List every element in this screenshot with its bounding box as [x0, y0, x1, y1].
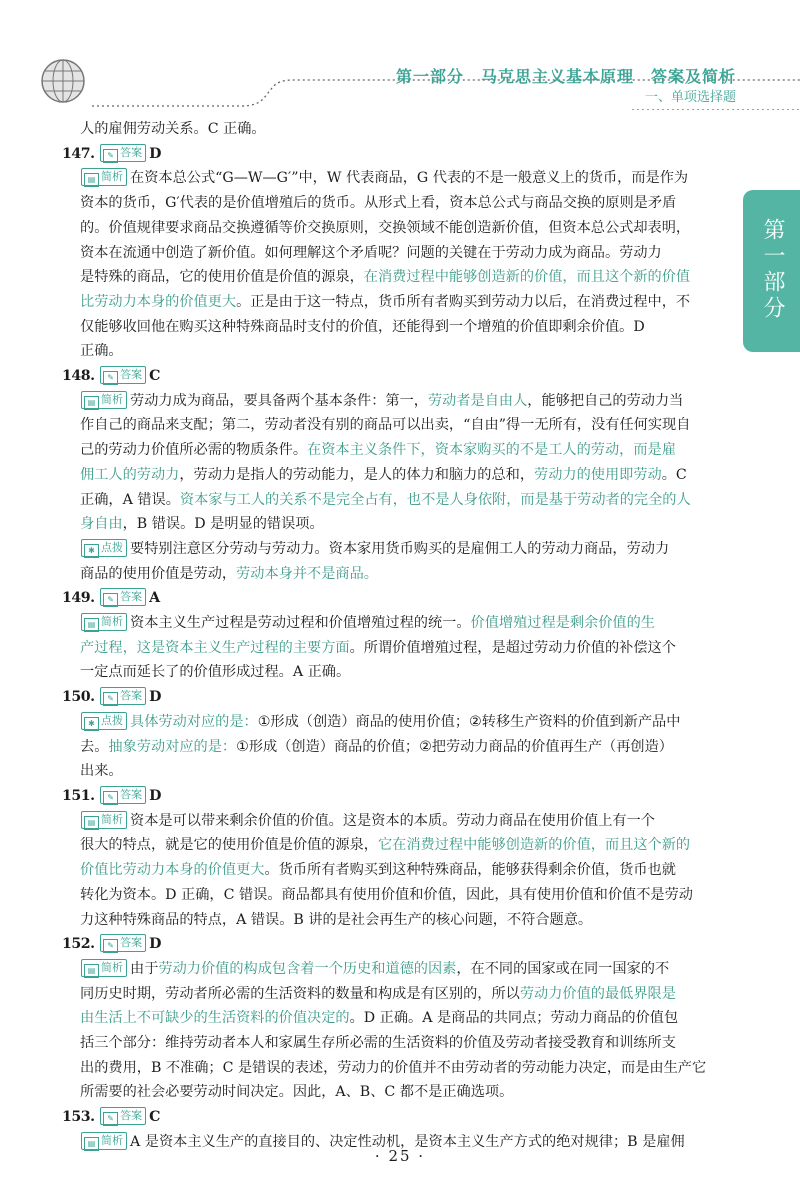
part-tab-label: 第一部分: [760, 218, 785, 322]
text-segment: 。货币所有者购买到这种特殊商品，能够获得剩余价值，货币也就: [264, 862, 676, 879]
answer-tag: [100, 1107, 146, 1125]
text-segment: 劳动力成为商品，要具备两个基本条件：第一，: [130, 392, 428, 409]
tip-tag: [81, 539, 127, 557]
highlight-text: 抽象劳动对应的是：: [108, 738, 237, 755]
tip-text: ①形成（创造）商品的使用价值；②转移生产资料的价值到新产品中: [257, 713, 681, 730]
answer-tag: [100, 786, 146, 804]
answer-tag-label: 答案: [120, 145, 143, 159]
tip-text: 商品的使用价值是劳动，: [80, 565, 237, 582]
highlight-text: 佣工人的劳动力: [80, 466, 180, 483]
highlight-text: 劳动本身并不是商品。: [236, 565, 378, 582]
tip-text: 去。: [80, 738, 109, 755]
text-segment: 是特殊的商品，它的使用价值是价值的源泉，: [80, 269, 364, 286]
highlight-text: 比劳动力本身的价值更大: [80, 293, 237, 310]
analysis-tag: [81, 959, 127, 977]
answer-value: D: [149, 689, 162, 706]
question-number: 147.: [62, 145, 95, 162]
answer-value: C: [149, 1109, 161, 1126]
question-149: [62, 586, 726, 611]
pencil-icon: ✎: [103, 371, 118, 385]
question-number: 148.: [62, 368, 95, 385]
analysis-tag-label: 简析: [101, 615, 123, 629]
highlight-text: 在消费过程中能够创造新的价值，而且这个新的价值: [363, 269, 691, 286]
text-line: 正确。: [80, 343, 123, 360]
analysis-tag-label: 简析: [101, 170, 123, 184]
text-segment: ，劳动力是指人的劳动能力，是人的体力和脑力的总和，: [179, 466, 535, 483]
answer-tag-label: 答案: [120, 368, 143, 382]
answer-tag: [100, 687, 146, 705]
text-segment: 正确，A 错误。: [80, 491, 180, 508]
highlight-text: 资本家与工人的关系不是完全占有，也不是人身依附，而是基于劳动者的完全的人: [179, 491, 691, 508]
text-segment: ，B 错误。D 是明显的错误项。: [122, 516, 324, 533]
book-icon: ▤: [84, 173, 99, 187]
book-icon: ▤: [84, 396, 99, 410]
question-number: 149.: [62, 590, 95, 607]
answer-content: [62, 117, 726, 1155]
pencil-icon: ✎: [103, 1112, 118, 1126]
lightbulb-icon: ✱: [84, 544, 99, 558]
pencil-icon: ✎: [103, 692, 118, 706]
text-segment: 。D 正确。A 是商品的共同点；劳动力商品的价值包: [349, 1010, 679, 1027]
highlight-text: 它在消费过程中能够创造新的价值，而且这个新的: [377, 837, 691, 854]
highlight-text: 产过程，这是资本主义生产过程的主要方面: [80, 639, 350, 656]
text-segment: 同历史时期，劳动者所必需的生活资料的数量和构成是有区别的，所以: [80, 985, 520, 1002]
highlight-text: 劳动力的使用即劳动: [534, 466, 662, 483]
book-icon: ▤: [84, 618, 99, 632]
text-line: 资本在流通中创造了新价值。如何理解这个矛盾呢？问题的关键在于劳动力成为商品。劳动力: [80, 244, 662, 261]
question-number: 153.: [62, 1109, 95, 1126]
text-line: 资本的货币，G′代表的是价值增殖后的货币。从形式上看，资本总公式与商品交换的原则是矛盾: [80, 195, 677, 212]
answer-tag-label: 答案: [120, 590, 143, 604]
question-number: 152.: [62, 936, 95, 953]
page-number: · 25 ·: [374, 1147, 426, 1165]
highlight-text: 具体劳动对应的是：: [130, 713, 258, 730]
analysis-tag-label: 简析: [101, 392, 123, 406]
answer-tag-label: 答案: [120, 787, 143, 801]
book-icon: ▤: [84, 1137, 99, 1151]
answer-tag-label: 答案: [120, 936, 143, 950]
answer-value: D: [149, 936, 162, 953]
highlight-text: 劳动力价值的构成包含着一个历史和道德的因素: [158, 960, 457, 977]
tip-text: ①形成（创造）商品的价值；②把劳动力商品的价值再生产（再创造）: [236, 738, 673, 755]
question-152: [62, 932, 726, 957]
answer-tag: [100, 144, 146, 162]
highlight-text: 价值比劳动力本身的价值更大: [80, 862, 265, 879]
text-segment: 。C: [661, 466, 687, 483]
text-line: 人的雇佣劳动关系。C 正确。: [80, 121, 266, 137]
text-segment: 。正是由于这一特点，货币所有者购买到劳动力以后，在消费过程中，不: [236, 293, 691, 310]
answer-value: C: [149, 368, 161, 385]
text-line: 在资本总公式“G—W—G′”中，W 代表商品，G 代表的不是一般意义上的货币，而是作为: [130, 170, 689, 187]
analysis-tag: [81, 168, 127, 186]
answer-tag: [100, 934, 146, 952]
text-line: 一定点而延长了的价值形成过程。A 正确。: [80, 664, 351, 681]
globe-logo-icon: [40, 58, 86, 104]
section-subtitle: 一、单项选择题: [644, 90, 736, 105]
book-icon: ▤: [84, 816, 99, 830]
tip-tag: [81, 712, 127, 730]
tip-tag-label: 点拨: [101, 540, 123, 554]
analysis-tag: [81, 613, 127, 631]
text-line: 所需要的社会必要劳动时间决定。因此，A、B、C 都不是正确选项。: [80, 1084, 514, 1101]
answer-tag: [100, 366, 146, 384]
text-line: 出的费用，B 不准确；C 是错误的表述，劳动力的价值并不由劳动者的劳动能力决定，而是由生产它: [80, 1059, 707, 1076]
text-line: 力这种特殊商品的特点，A 错误。B 讲的是社会再生产的核心问题，不符合题意。: [80, 911, 593, 928]
analysis-tag-label: 简析: [101, 1133, 123, 1147]
question-150: [62, 685, 726, 710]
text-line: 作自己的商品来支配；第二，劳动者没有别的商品可以出卖，“自由”得一无所有，没有任何实现自: [80, 417, 691, 434]
question-153: [62, 1105, 726, 1130]
pencil-icon: ✎: [103, 791, 118, 805]
text-segment: 己的劳动力价值所必需的物质条件。: [80, 442, 308, 459]
answer-value: D: [149, 787, 162, 804]
part-tab: [743, 190, 800, 352]
text-line: 括三个部分：维持劳动者本人和家属生存所必需的生活资料的价值及劳动者接受教育和训练所支: [80, 1035, 676, 1052]
text-segment: 由于: [130, 960, 159, 977]
text-segment: ，能够把自己的劳动力当: [527, 392, 684, 409]
text-line: 仅能够收回他在购买这种特殊商品时支付的价值，还能得到一个增殖的价值即剩余价值。D: [80, 318, 645, 335]
book-icon: ▤: [84, 964, 99, 978]
analysis-tag-label: 简析: [101, 812, 123, 826]
lightbulb-icon: ✱: [84, 717, 99, 731]
highlight-text: 劳动者是自由人: [427, 392, 528, 409]
text-segment: A 是资本主义生产的直接目的、决定性动机，是资本主义生产方式的绝对规律；B 是雇佣: [130, 1133, 685, 1150]
tip-text: 出来。: [80, 763, 123, 780]
text-segment: 很大的特点，就是它的使用价值是价值的源泉，: [80, 837, 378, 854]
highlight-text: 身自由: [80, 516, 123, 533]
tip-tag-label: 点拨: [101, 713, 123, 727]
answer-value: A: [149, 590, 161, 607]
question-147: [62, 142, 726, 167]
answer-tag-label: 答案: [120, 689, 143, 703]
highlight-text: 由生活上不可缺少的生活资料的价值决定的: [80, 1010, 350, 1027]
text-segment: 。所谓价值增殖过程，是超过劳动力价值的补偿这个: [349, 639, 676, 656]
pencil-icon: ✎: [103, 593, 118, 607]
question-148: [62, 364, 726, 389]
question-number: 150.: [62, 689, 95, 706]
text-line: 转化为资本。D 正确，C 错误。商品都具有使用价值和价值，因此，具有使用价值和价值不是劳动: [80, 886, 693, 903]
pencil-icon: ✎: [103, 939, 118, 953]
question-number: 151.: [62, 787, 95, 804]
section-title: 第一部分 马克思主义基本原理 答案及简析: [395, 67, 736, 86]
tip-text: 要特别注意区分劳动与劳动力。资本家用货币购买的是雇佣工人的劳动力商品，劳动力: [130, 540, 670, 557]
analysis-tag: [81, 391, 127, 409]
highlight-text: 在资本主义条件下，资本家购买的不是工人的劳动，而是雇: [307, 442, 676, 459]
text-segment: 资本主义生产过程是劳动过程和价值增殖过程的统一。: [130, 615, 471, 632]
answer-value: D: [149, 145, 162, 162]
pencil-icon: ✎: [103, 149, 118, 163]
text-line: 的。价值规律要求商品交换遵循等价交换原则，交换领域不能创造新价值，但资本总公式却表明，: [80, 219, 691, 236]
text-segment: ，在不同的国家或在同一国家的不: [456, 960, 670, 977]
question-151: [62, 784, 726, 809]
answer-tag-label: 答案: [120, 1109, 143, 1123]
highlight-text: 劳动力价值的最低界限是: [519, 985, 676, 1002]
answer-tag: [100, 588, 146, 606]
analysis-tag-label: 简析: [101, 960, 123, 974]
text-segment: 资本是可以带来剩余价值的价值。这是资本的本质。劳动力商品在使用价值上有一个: [130, 812, 655, 829]
analysis-tag: [81, 811, 127, 829]
highlight-text: 价值增殖过程是剩余价值的生: [470, 615, 655, 632]
